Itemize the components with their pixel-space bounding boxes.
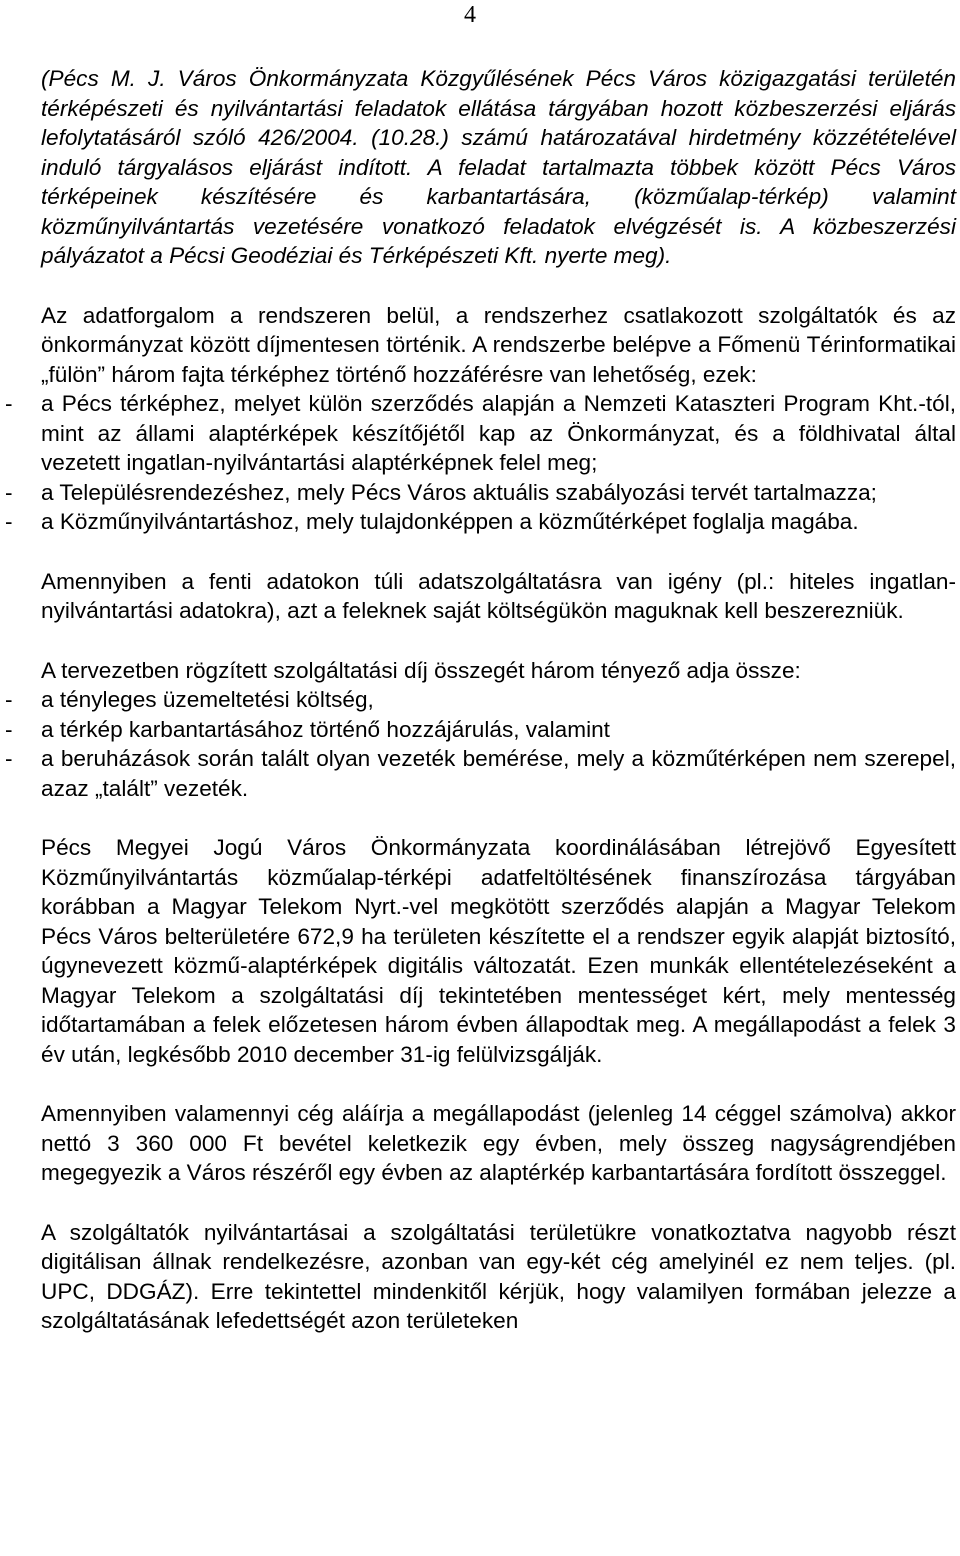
dash-marker: - [5, 509, 13, 534]
document-body [5, 64, 956, 1336]
paragraph-provider-records: A szolgáltatók nyilvántartásai a szolgáltatási területükre vonatkoztatva nagyobb részt digitálisan állnak rendelkezésre, azonban van egy-két cég amelyinél ez nem teljes. (pl. UPC, DDGÁZ). Erre tekintettel mindenkitől kérjük, hogy valamilyen formában jelezze a szolgáltatásának lefedettségét azon területeken [41, 1219, 956, 1333]
dash-marker: - [5, 746, 13, 771]
page-number: 4 [464, 2, 476, 28]
dash-marker: - [5, 716, 13, 742]
paragraph-tender-history: (Pécs M. J. Város Önkormányzata Közgyűlésének Pécs Város közigazgatási területén térképészeti és nyilvántartási feladatok ellátása tárgyában hozott közbeszerzési eljárás lefolytatásáról szóló 426/2004. (10.28.) számú határozatával hirdetmény közzétételével induló tárgyalásos eljárást indított. A feladat tartalmazta többek között Pécs Város térképeinek készítésére és karbantartására, (közműalap-térkép) valamint közműnyilvántartás vezetésére vonatkozó feladatok elvégzését is. A közbeszerzési pályázatot a Pécsi Geodéziai és Térképészeti Kft. nyerte meg). [41, 66, 956, 268]
dash-marker: - [5, 687, 13, 712]
list-item-pecs-map [5, 389, 956, 478]
list-item-utility-registry [5, 507, 956, 537]
dash-marker: - [5, 479, 13, 505]
list-item-text: a Településrendezéshez, mely Pécs Város aktuális szabályozási tervét tartalmazza; [41, 479, 877, 505]
list-item-text: a Pécs térképhez, melyet külön szerződés alapján a Nemzeti Kataszteri Program Kht.-tól, mint az állami alaptérképek készítőjétől kap az Önkormányzat, és a földhivatal által vezetett ingatlan-nyilvántartási alaptérképnek felel meg; [41, 391, 956, 475]
list-item-settlement-planning [5, 478, 956, 508]
list-item-operating-cost [5, 685, 956, 715]
paragraph-revenue: Amennyiben valamennyi cég aláírja a megállapodást (jelenleg 14 céggel számolva) akkor nettó 3 360 000 Ft bevétel keletkezik egy évben, mely összeg nagyságrendjében megegyezik a Város részéről egy évben az alaptérkép karbantartására fordított összeggel. [41, 1101, 956, 1185]
list-item-found-pipelines [5, 744, 956, 803]
list-item-text: a tényleges üzemeltetési költség, [41, 687, 374, 712]
list-item-text: a beruházások során talált olyan vezeték bemérése, mely a közműtérképen nem szerepel, azaz „talált” vezeték. [41, 746, 956, 801]
paragraph-data-traffic: Az adatforgalom a rendszeren belül, a rendszerhez csatlakozott szolgáltatók és az önkormányzat között díjmentesen történik. A rendszerbe belépve a Főmenü Térinformatikai „fülön” három fajta térképhez történő hozzáférésre van lehetőség, ezek: [41, 302, 956, 387]
list-item-map-maintenance [5, 715, 956, 745]
list-item-text: a Közműnyilvántartáshoz, mely tulajdonképpen a közműtérképet foglalja magába. [41, 509, 859, 534]
dash-marker: - [5, 391, 13, 416]
paragraph-telekom-agreement: Pécs Megyei Jogú Város Önkormányzata koordinálásában létrejövő Egyesített Közműnyilvántartás közműalap-térképi adatfeltöltésének finanszírozása tárgyában korábban a Magyar Telekom Nyrt.-vel megkötött szerződés alapján a Magyar Telekom Pécs Város belterületére 672,9 ha területen készítette el a rendszer egyik alapját biztosító, úgynevezett közmű-alaptérképek digitális változatát. Ezen munkák ellentételezéseként a Magyar Telekom a szolgáltatási díj tekintetében mentességet kért, mely mentesség időtartamában a felek előzetesen három évben állapodtak meg. A megállapodást a felek 3 év után, legkésőbb 2010 december 31-ig felülvizsgálják. [41, 835, 956, 1067]
list-item-text: a térkép karbantartásához történő hozzájárulás, valamint [41, 716, 610, 742]
paragraph-extra-data: Amennyiben a fenti adatokon túli adatszolgáltatásra van igény (pl.: hiteles ingatlan-nyilvántartási adatokra), azt a feleknek saját költségükön maguknak kell beszerezniük. [41, 568, 956, 623]
paragraph-fee-factors: A tervezetben rögzített szolgáltatási díj összegét három tényező adja össze: [41, 657, 801, 683]
